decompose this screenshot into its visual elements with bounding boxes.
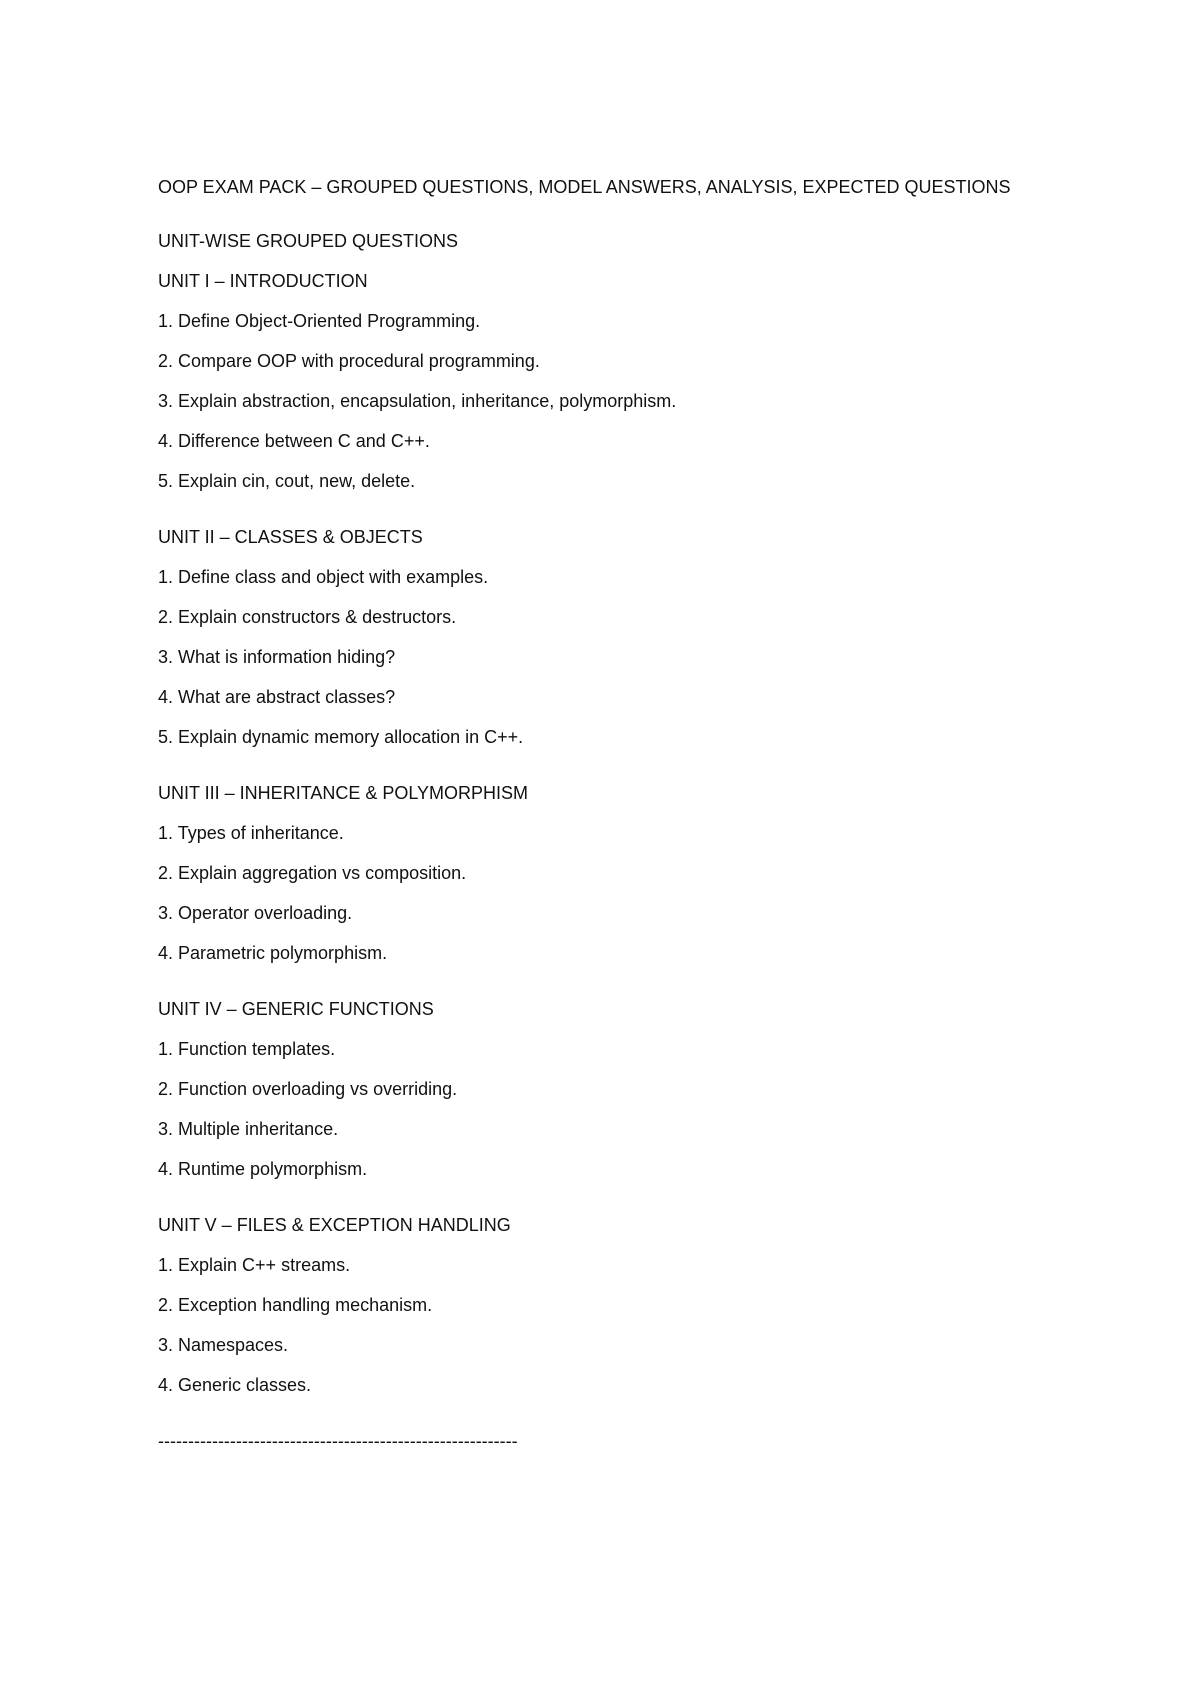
question-item: 1. Define Object-Oriented Programming. [158,311,481,331]
question-list [158,1036,1038,1182]
unit-title: UNIT III – INHERITANCE & POLYMORPHISM [158,783,529,803]
unit-section [158,996,1038,1182]
question-item: 1. Types of inheritance. [158,823,344,843]
question-item: 3. Operator overloading. [158,903,353,923]
question-item: 3. Namespaces. [158,1335,289,1355]
question-item: 2. Function overloading vs overriding. [158,1079,458,1099]
question-item: 3. What is information hiding? [158,647,396,667]
question-list [158,820,1038,966]
unit-section [158,1212,1038,1398]
question-item: 4. Difference between C and C++. [158,431,430,451]
document-title: OOP EXAM PACK – GROUPED QUESTIONS, MODEL ANSWERS, ANALYSIS, EXPECTED QUESTIONS [158,177,1011,197]
question-item: 4. Parametric polymorphism. [158,943,388,963]
unit-section [158,268,1038,494]
unit-title: UNIT V – FILES & EXCEPTION HANDLING [158,1215,511,1235]
question-item: 1. Function templates. [158,1039,336,1059]
unit-section [158,524,1038,750]
question-item: 4. Runtime polymorphism. [158,1159,368,1179]
question-item: 2. Exception handling mechanism. [158,1295,433,1315]
question-item: 5. Explain dynamic memory allocation in C++. [158,727,524,747]
question-item: 3. Explain abstraction, encapsulation, inheritance, polymorphism. [158,391,677,411]
question-item: 1. Define class and object with examples. [158,567,489,587]
question-item: 1. Explain C++ streams. [158,1255,351,1275]
divider-line: ------------------------------------------------------------ [158,1431,518,1451]
units-container [158,268,1038,1398]
unit-title: UNIT II – CLASSES & OBJECTS [158,527,423,547]
question-item: 4. Generic classes. [158,1375,312,1395]
section-heading: UNIT-WISE GROUPED QUESTIONS [158,231,459,251]
document-page [158,174,1038,1454]
unit-section [158,780,1038,966]
question-item: 2. Explain constructors & destructors. [158,607,457,627]
question-list [158,564,1038,750]
question-list [158,1252,1038,1398]
unit-title: UNIT I – INTRODUCTION [158,271,368,291]
question-item: 4. What are abstract classes? [158,687,396,707]
question-item: 5. Explain cin, cout, new, delete. [158,471,416,491]
unit-title: UNIT IV – GENERIC FUNCTIONS [158,999,434,1019]
question-item: 2. Compare OOP with procedural programming. [158,351,540,371]
question-item: 2. Explain aggregation vs composition. [158,863,467,883]
question-list [158,308,1038,494]
question-item: 3. Multiple inheritance. [158,1119,339,1139]
